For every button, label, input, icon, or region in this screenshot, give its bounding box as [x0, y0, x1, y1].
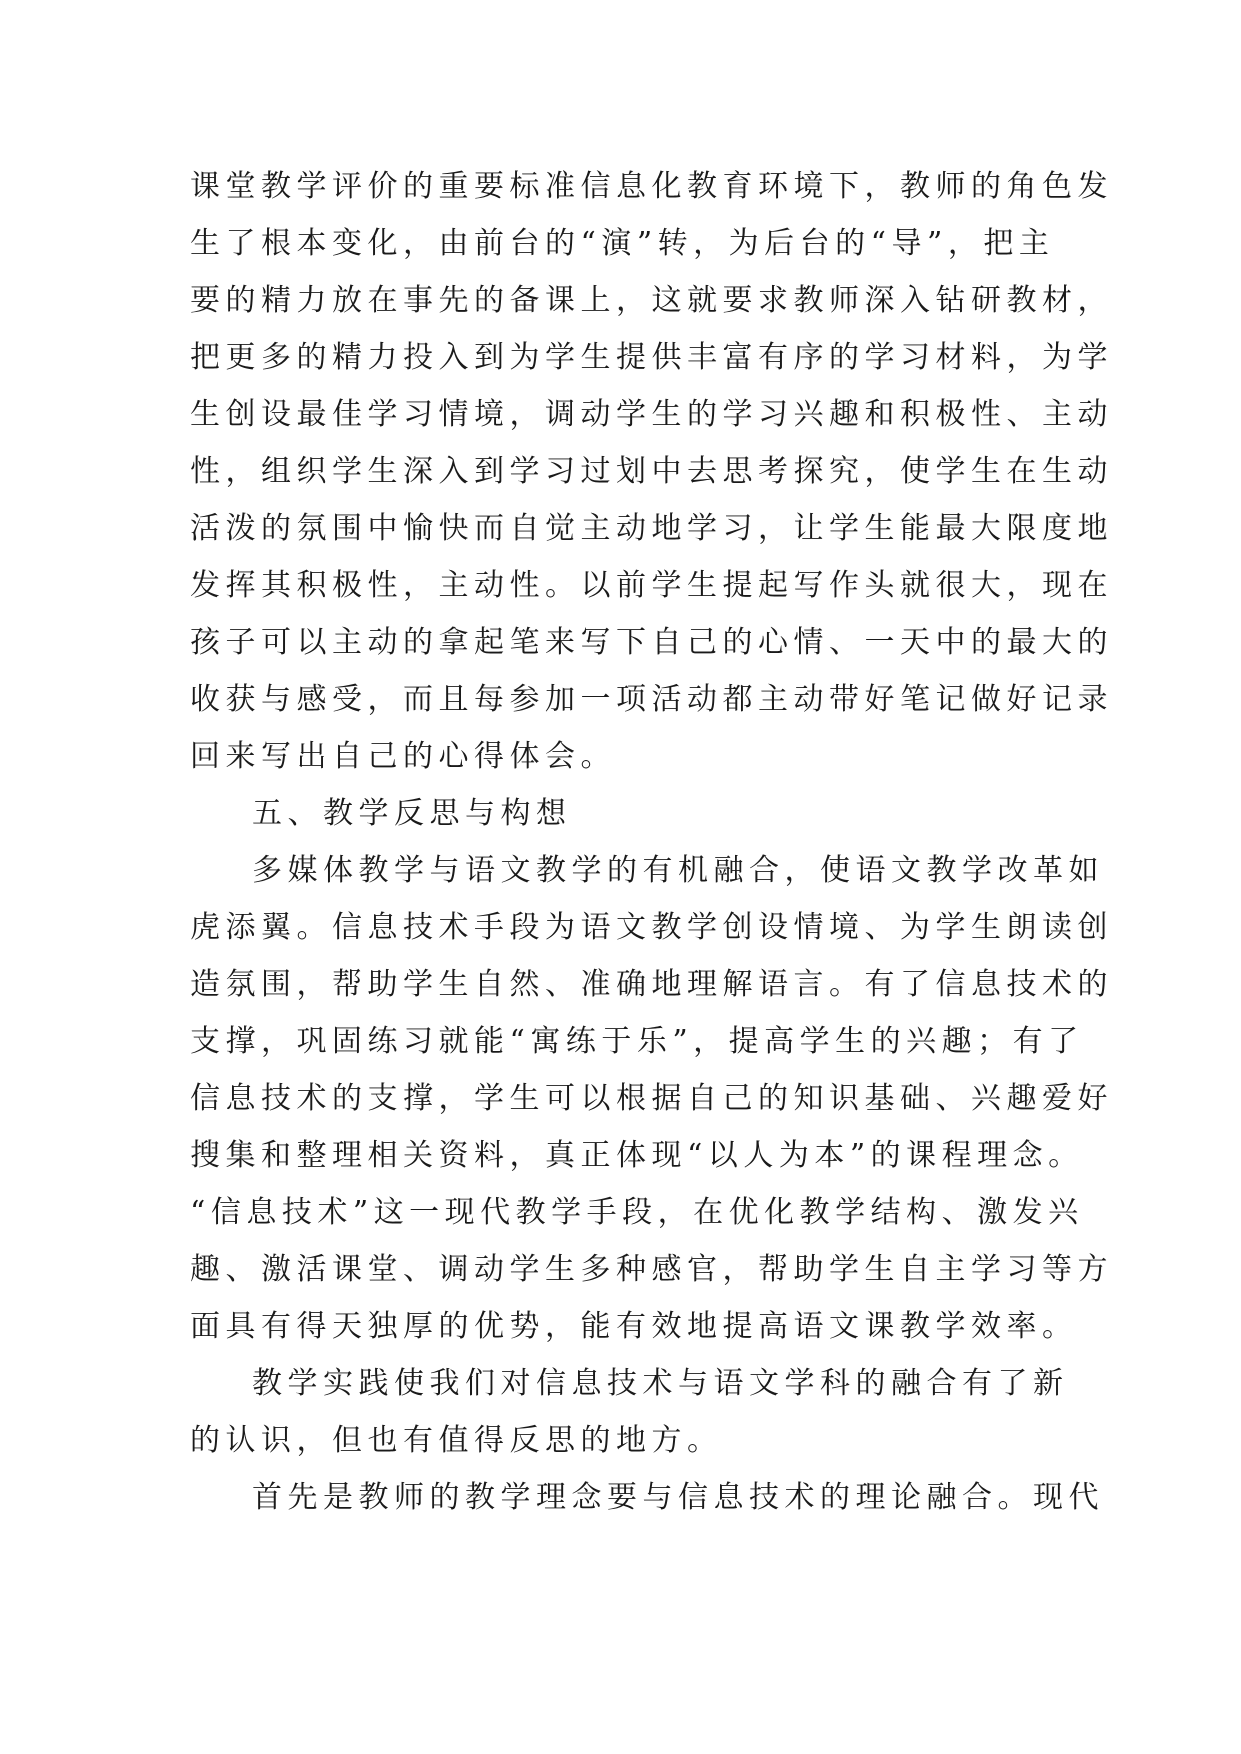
text-line: 面具有得天独厚的优势，能有效地提高语文课教学效率。 — [190, 1309, 1078, 1344]
text-line: “信息技术”这一现代教学手段，在优化教学结构、激发兴 — [190, 1195, 1084, 1230]
text-line: 把更多的精力投入到为学生提供丰富有序的学习材料，为学 — [190, 340, 1113, 375]
text-line: 活泼的氛围中愉快而自觉主动地学习，让学生能最大限度地 — [190, 511, 1113, 546]
text-line: 发挥其积极性，主动性。以前学生提起写作头就很大，现在 — [190, 568, 1113, 603]
text-line: 首先是教师的教学理念要与信息技术的理论融合。现代 — [252, 1480, 1104, 1515]
text-line: 造氛围，帮助学生自然、准确地理解语言。有了信息技术的 — [190, 967, 1113, 1002]
text-line: 多媒体教学与语文教学的有机融合，使语文教学改革如 — [252, 853, 1104, 888]
text-line: 趣、激活课堂、调动学生多种感官，帮助学生自主学习等方 — [190, 1252, 1113, 1287]
text-line: 性，组织学生深入到学习过划中去思考探究，使学生在生动 — [190, 454, 1113, 489]
body-text — [190, 158, 1113, 1526]
section-heading: 五、教学反思与构想 — [252, 796, 572, 831]
text-line: 回来写出自己的心得体会。 — [190, 739, 616, 774]
text-line: 虎添翼。信息技术手段为语文教学创设情境、为学生朗读创 — [190, 910, 1113, 945]
text-line: 搜集和整理相关资料，真正体现“以人为本”的课程理念。 — [190, 1138, 1084, 1173]
text-line: 教学实践使我们对信息技术与语文学科的融合有了新 — [252, 1366, 1069, 1401]
text-line: 信息技术的支撑，学生可以根据自己的知识基础、兴趣爱好 — [190, 1081, 1113, 1116]
text-line: 的认识，但也有值得反思的地方。 — [190, 1423, 723, 1458]
text-line: 生创设最佳学习情境，调动学生的学习兴趣和积极性、主动 — [190, 397, 1113, 432]
text-line: 孩子可以主动的拿起笔来写下自己的心情、一天中的最大的 — [190, 625, 1113, 660]
text-line: 支撑，巩固练习就能“寓练于乐”，提高学生的兴趣；有了 — [190, 1024, 1084, 1059]
text-line: 生了根本变化，由前台的“演”转，为后台的“导”，把主 — [190, 226, 1055, 261]
text-line: 要的精力放在事先的备课上，这就要求教师深入钻研教材， — [190, 283, 1113, 318]
text-line: 收获与感受，而且每参加一项活动都主动带好笔记做好记录 — [190, 682, 1113, 717]
text-line: 课堂教学评价的重要标准信息化教育环境下，教师的角色发 — [190, 169, 1113, 204]
